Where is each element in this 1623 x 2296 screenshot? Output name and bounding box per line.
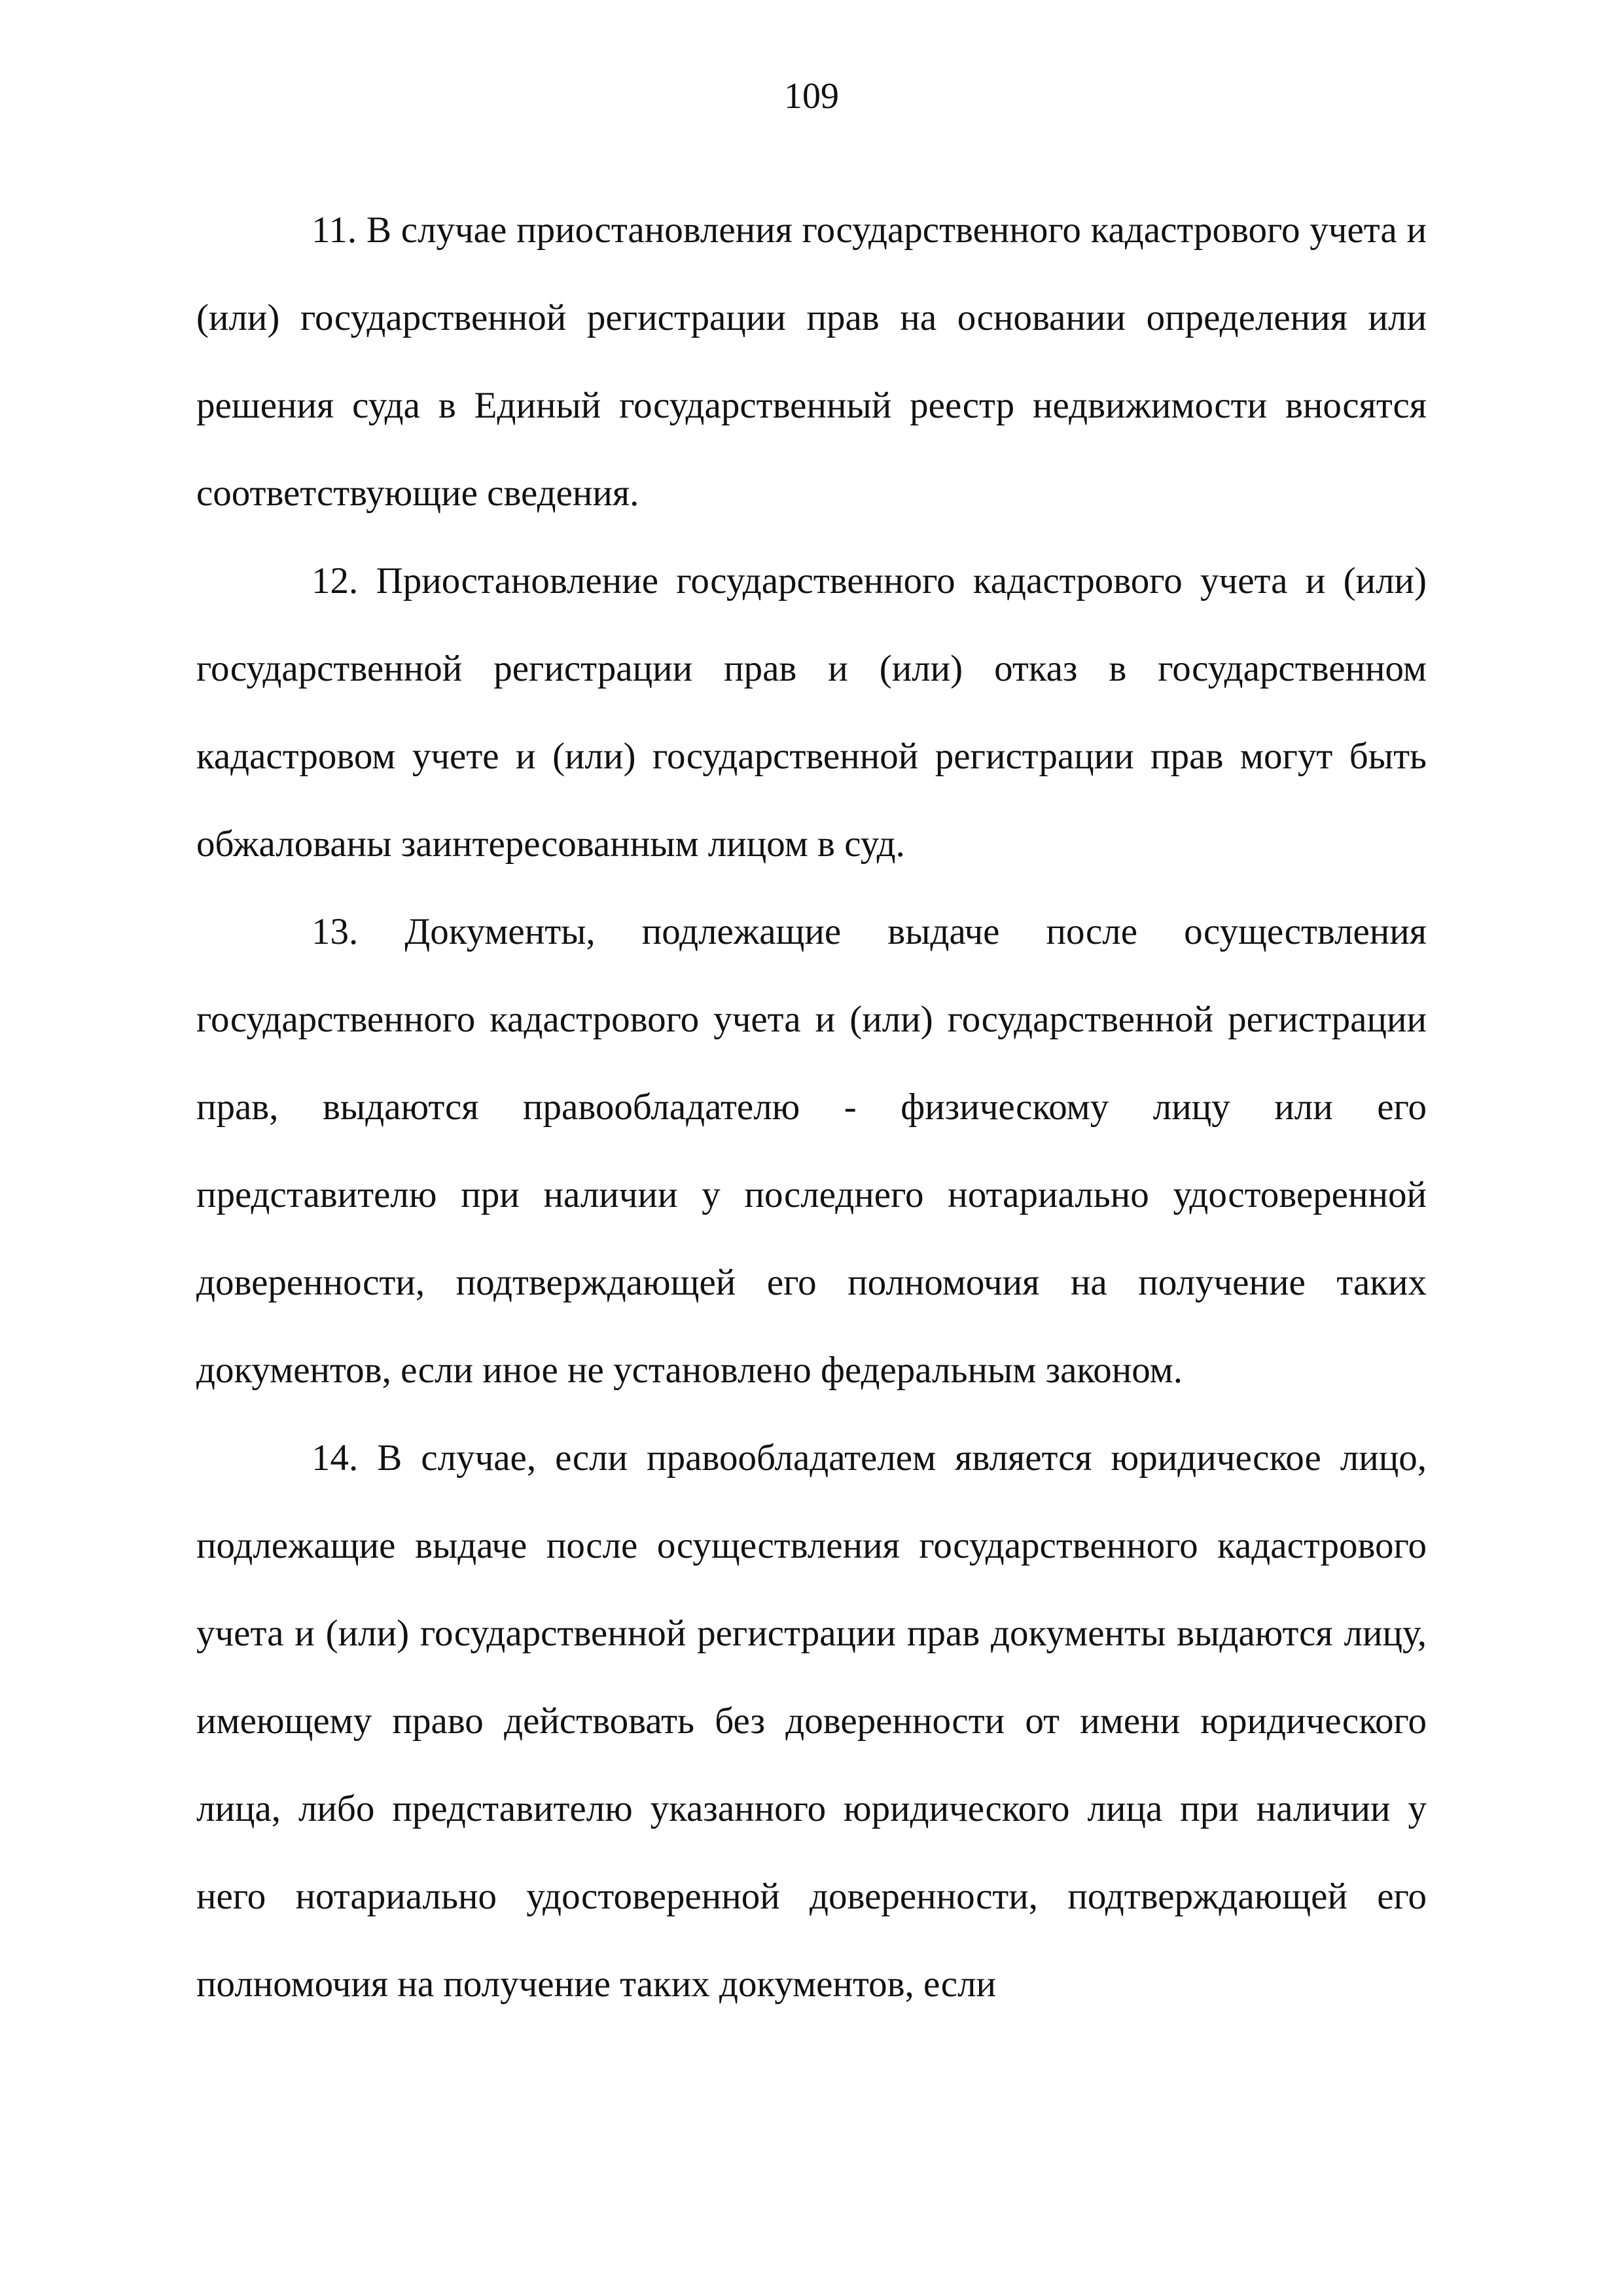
paragraph-11: 11. В случае приостановления государственного кадастрового учета и (или) государственной регистрации прав на основании определения или решения суда в Единый государственный реестр недвижимости вносятся соответствующие сведения.	[196, 209, 1427, 514]
paragraph-14: 14. В случае, если правообладателем является юридическое лицо, подлежащие выдаче после осуществления государственного кадастрового учета и (или) государственной регистрации прав документы выдаются лицу, имеющему право действовать без доверенности от имени юридического лица, либо представителю указанного юридического лица при наличии у него нотариально удостоверенной доверенности, подтверждающей его полномочия на получение таких документов, если	[196, 1437, 1427, 2005]
document-body	[196, 187, 1427, 2028]
paragraph-12: 12. Приостановление государственного кадастрового учета и (или) государственной регистрации прав и (или) отказ в государственном кадастровом учете и (или) государственной регистрации прав могут быть обжалованы заинтересованным лицом в суд.	[196, 560, 1427, 865]
page-number: 109	[784, 76, 839, 117]
paragraph-13: 13. Документы, подлежащие выдаче после осуществления государственного кадастрового учета и (или) государственной регистрации прав, выдаются правообладателю - физическому лицу или его представителю при наличии у последнего нотариально удостоверенной доверенности, подтверждающей его полномочия на получение таких документов, если иное не установлено федеральным законом.	[196, 911, 1427, 1391]
